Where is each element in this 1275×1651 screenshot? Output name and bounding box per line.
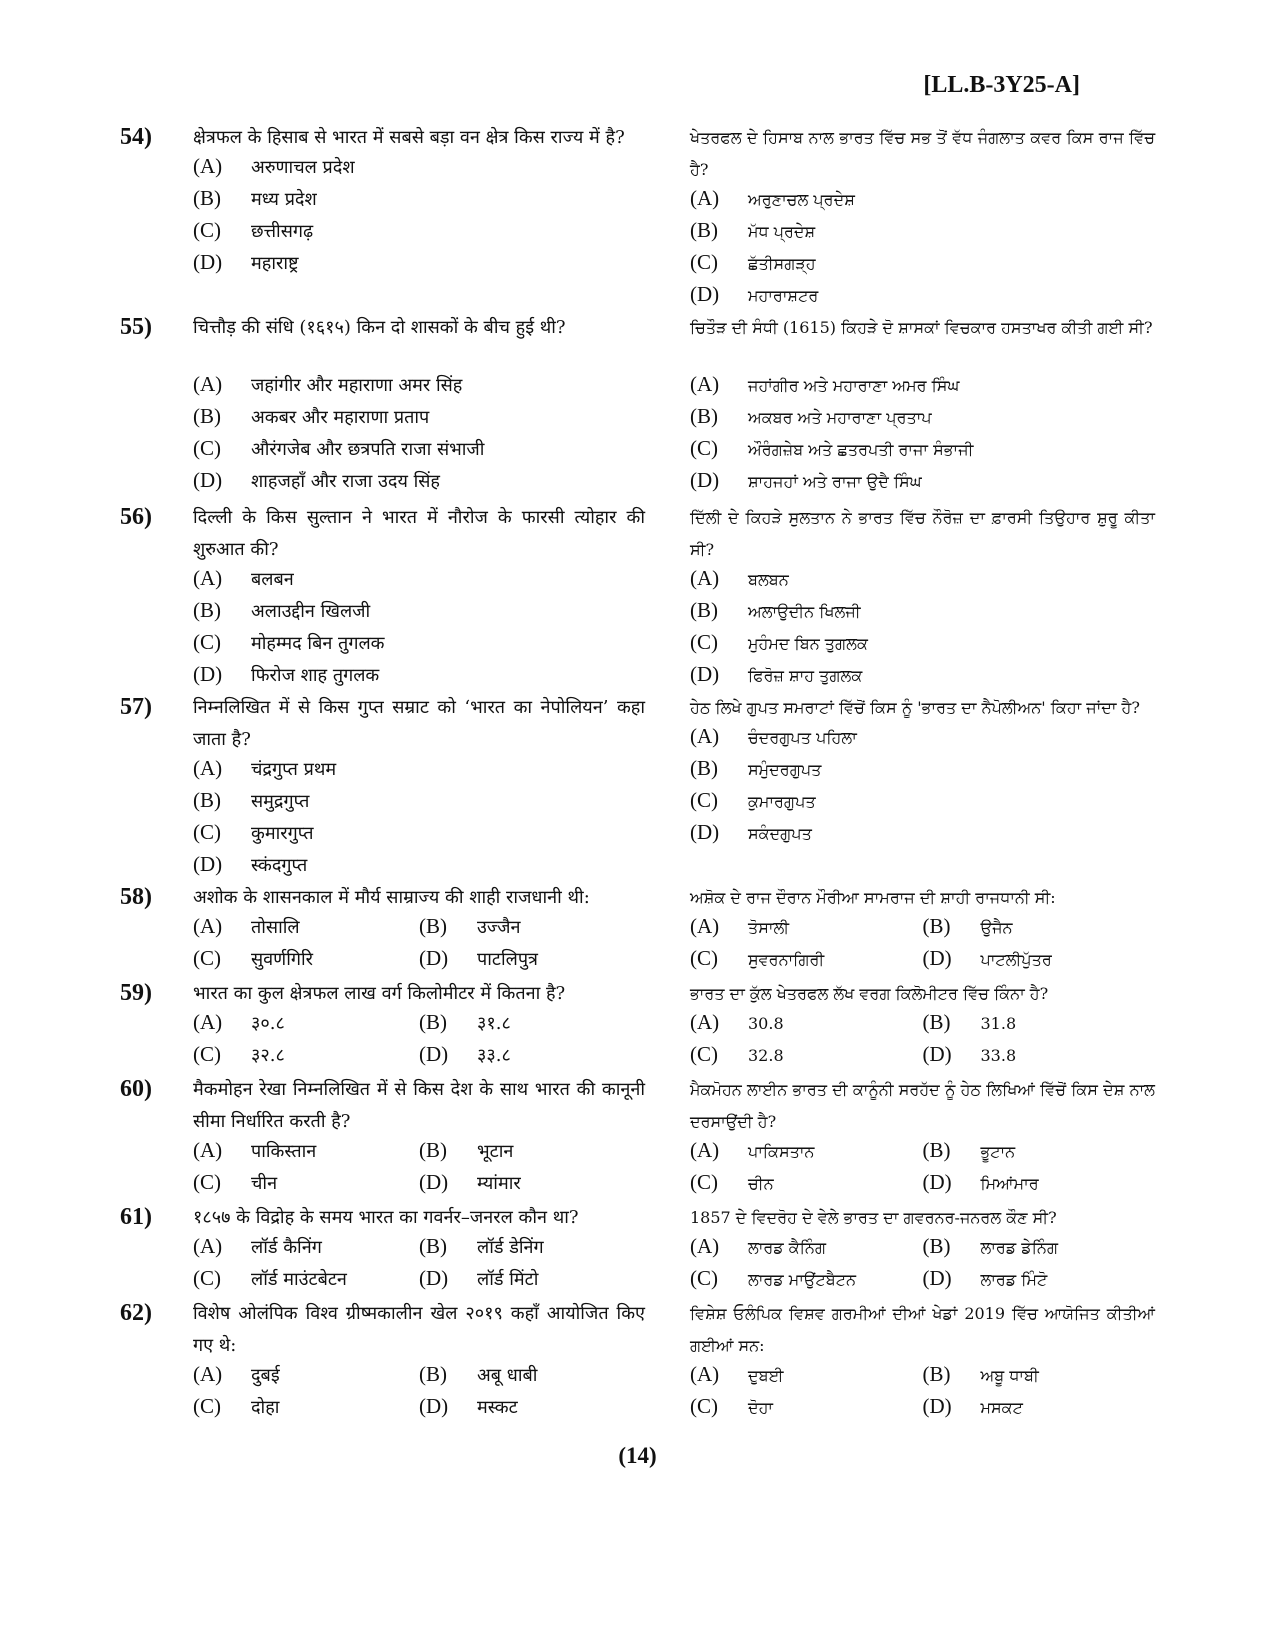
option xyxy=(193,662,645,694)
option-label: (A) xyxy=(690,1138,720,1162)
option-label: (A) xyxy=(193,154,223,178)
question-list xyxy=(0,122,1275,1426)
option-text: 32.8 xyxy=(748,1046,784,1065)
question-text: ਖੇਤਰਫਲ ਦੇ ਹਿਸਾਬ ਨਾਲ ਭਾਰਤ ਵਿੱਚ ਸਭ ਤੋਂ ਵੱਧ ਜੰਗਲਾਤ ਕਵਰ ਕਿਸ ਰਾਜ ਵਿੱਚ ਹੈ? xyxy=(690,128,1155,179)
hindi-column xyxy=(193,312,645,500)
option xyxy=(690,1010,923,1042)
question-text: क्षेत्रफल के हिसाब से भारत में सबसे बड़ा वन क्षेत्र किस राज्य में है? xyxy=(193,127,625,148)
option-text: 31.8 xyxy=(980,1014,1017,1033)
option-text: ਪਾਟਲੀਪੁੱਤਰ xyxy=(980,950,1052,969)
option-text: ਜਹਾਂਗੀਰ ਅਤੇ ਮਹਾਰਾਣਾ ਅਮਰ ਸਿੰਘ xyxy=(748,376,960,395)
hindi-column xyxy=(193,1298,645,1426)
question-block xyxy=(0,1074,1275,1200)
option-label: (A) xyxy=(690,1010,720,1034)
option-label: (A) xyxy=(690,1234,720,1258)
option-label: (C) xyxy=(193,436,221,460)
question-text: विशेष ओलंपिक विश्व ग्रीष्मकालीन खेल २०१९ कहाँ आयोजित किए गए थे: xyxy=(193,1303,645,1356)
option-text: चीन xyxy=(251,1173,278,1194)
option xyxy=(690,756,1155,788)
option-text: लॉर्ड कैनिंग xyxy=(251,1237,322,1258)
option-label: (C) xyxy=(193,820,221,844)
option xyxy=(690,914,923,946)
option-label: (B) xyxy=(193,788,221,812)
option xyxy=(193,598,645,630)
option-list xyxy=(690,724,1155,852)
option xyxy=(690,468,1155,500)
question-block xyxy=(0,1202,1275,1296)
option xyxy=(193,914,419,946)
option-label: (B) xyxy=(419,1362,447,1386)
option-text: ਉਜੈਨ xyxy=(980,918,1013,937)
question-text: ਅਸ਼ੋਕ ਦੇ ਰਾਜ ਦੌਰਾਨ ਮੌਰੀਆ ਸਾਮਰਾਜ ਦੀ ਸ਼ਾਹੀ ਰਾਜਧਾਨੀ ਸੀ: xyxy=(690,888,1056,907)
option xyxy=(193,820,645,852)
option-list xyxy=(690,1362,1155,1426)
option-text: ਸਮੁੰਦਰਗੁਪਤ xyxy=(748,760,822,779)
option xyxy=(923,1362,1156,1394)
option xyxy=(193,1042,419,1074)
option xyxy=(193,468,645,500)
hindi-column xyxy=(193,1202,645,1298)
question-block xyxy=(0,978,1275,1072)
option xyxy=(690,1234,923,1266)
option-list xyxy=(193,154,645,282)
option xyxy=(193,1138,419,1170)
question-number: 62) xyxy=(120,1300,152,1326)
option-list xyxy=(193,372,645,500)
option-text: ਚੀਨ xyxy=(748,1174,774,1193)
question-text: ਭਾਰਤ ਦਾ ਕੁੱਲ ਖੇਤਰਫਲ ਲੱਖ ਵਰਗ ਕਿਲੋਮੀਟਰ ਵਿੱਚ ਕਿੰਨਾ ਹੈ? xyxy=(690,984,1049,1003)
option xyxy=(193,788,645,820)
option xyxy=(690,1266,923,1298)
option-text: ਸਕੰਦਗੁਪਤ xyxy=(748,824,812,843)
option-text: ਲਾਰਡ ਮਿੰਟੋ xyxy=(980,1270,1048,1289)
option-label: (D) xyxy=(690,662,720,686)
option-list xyxy=(193,756,645,884)
option-label: (B) xyxy=(419,914,447,938)
option-list xyxy=(193,1138,645,1202)
option xyxy=(193,186,645,218)
option-list xyxy=(193,1234,645,1298)
option-label: (A) xyxy=(690,724,720,748)
option-label: (A) xyxy=(193,1234,223,1258)
option xyxy=(193,404,645,436)
option-text: ਅਲਾਉਦੀਨ ਖਿਲਜੀ xyxy=(748,602,861,621)
option-label: (D) xyxy=(922,1170,952,1194)
option xyxy=(690,372,1155,404)
option-label: (D) xyxy=(922,1042,952,1066)
option-label: (C) xyxy=(690,946,718,970)
option-text: ਲਾਰਡ ਕੈਨਿੰਗ xyxy=(748,1238,826,1257)
option-text: ਫਿਰੋਜ਼ ਸ਼ਾਹ ਤੁਗਲਕ xyxy=(748,666,863,685)
option-text: ਲਾਰਡ ਮਾਉਂਟਬੈਟਨ xyxy=(748,1270,856,1289)
option-text: ਮਹਾਰਾਸ਼ਟਰ xyxy=(748,286,819,305)
option-text: अलाउद्दीन खिलजी xyxy=(251,601,371,622)
option-text: दोहा xyxy=(251,1397,280,1418)
option-label: (C) xyxy=(690,1042,718,1066)
option-text: ਪਾਕਿਸਤਾਨ xyxy=(748,1142,815,1161)
option xyxy=(690,282,1155,314)
option-list xyxy=(193,914,645,978)
option-text: मध्य प्रदेश xyxy=(251,189,317,210)
option-text: महाराष्ट्र xyxy=(251,253,299,274)
option-label: (C) xyxy=(193,946,221,970)
option xyxy=(419,1010,645,1042)
option-text: ਦੋਹਾ xyxy=(748,1398,773,1417)
option xyxy=(193,1362,419,1394)
question-number: 60) xyxy=(120,1076,152,1102)
option xyxy=(193,250,645,282)
option-label: (A) xyxy=(690,566,720,590)
page-number: (14) xyxy=(618,1443,657,1468)
option xyxy=(923,946,1156,978)
option-list xyxy=(690,566,1155,694)
question-text: अशोक के शासनकाल में मौर्य साम्राज्य की शाही राजधानी थी: xyxy=(193,887,590,908)
option xyxy=(923,914,1156,946)
option-text: पाटलिपुत्र xyxy=(477,949,538,970)
punjabi-column xyxy=(690,1202,1155,1298)
option-text: ३१.८ xyxy=(477,1013,511,1034)
punjabi-column xyxy=(690,978,1155,1074)
option-label: (B) xyxy=(193,598,221,622)
option-list xyxy=(690,372,1155,500)
question-number: 61) xyxy=(120,1204,152,1230)
option-label: (A) xyxy=(193,914,223,938)
option xyxy=(419,1234,645,1266)
question-text: मैकमोहन रेखा निम्नलिखित में से किस देश के साथ भारत की कानूनी सीमा निर्धारित करती है? xyxy=(193,1079,645,1132)
question-text: चित्तौड़ की संधि (१६१५) किन दो शासकों के बीच हुई थी? xyxy=(193,317,566,338)
option xyxy=(193,154,645,186)
option xyxy=(690,630,1155,662)
option-label: (D) xyxy=(419,1266,449,1290)
option-text: बलबन xyxy=(251,569,294,590)
option-text: ਬਲਬਨ xyxy=(748,570,789,589)
option-text: अरुणाचल प्रदेश xyxy=(251,157,355,178)
option-label: (B) xyxy=(419,1234,447,1258)
option xyxy=(690,1362,923,1394)
option-text: तोसालि xyxy=(251,917,300,938)
option-label: (C) xyxy=(193,1042,221,1066)
option-label: (B) xyxy=(193,186,221,210)
option xyxy=(923,1394,1156,1426)
option-text: दुबई xyxy=(251,1365,280,1386)
hindi-column xyxy=(193,978,645,1074)
option-label: (D) xyxy=(419,1042,449,1066)
question-block xyxy=(0,692,1275,880)
option-text: उज्जैन xyxy=(477,917,521,938)
question-number: 57) xyxy=(120,694,152,720)
option xyxy=(690,820,1155,852)
option-text: ਔਰੰਗਜ਼ੇਬ ਅਤੇ ਛਤਰਪਤੀ ਰਾਜਾ ਸੰਭਾਜੀ xyxy=(748,440,974,459)
option-label: (B) xyxy=(690,598,718,622)
option-label: (D) xyxy=(419,946,449,970)
hindi-column xyxy=(193,1074,645,1202)
option-text: ਅਕਬਰ ਅਤੇ ਮਹਾਰਾਣਾ ਪ੍ਰਤਾਪ xyxy=(748,408,932,427)
option-text: 33.8 xyxy=(980,1046,1017,1065)
option xyxy=(419,914,645,946)
question-number: 59) xyxy=(120,980,152,1006)
paper-code: [LL.B-3Y25-A] xyxy=(923,72,1080,98)
option-text: चंद्रगुप्त प्रथम xyxy=(251,759,337,780)
option-list xyxy=(690,1234,1155,1298)
option xyxy=(193,1234,419,1266)
option-text: मस्कट xyxy=(477,1397,518,1418)
question-text: 1857 ਦੇ ਵਿਦਰੋਹ ਦੇ ਵੇਲੇ ਭਾਰਤ ਦਾ ਗਵਰਨਰ-ਜਨਰਲ ਕੌਣ ਸੀ? xyxy=(690,1208,1057,1227)
option-label: (D) xyxy=(690,282,720,306)
option-list xyxy=(690,186,1155,314)
option xyxy=(690,218,1155,250)
question-number: 54) xyxy=(120,124,152,150)
option xyxy=(690,598,1155,630)
question-number: 56) xyxy=(120,504,152,530)
question-block xyxy=(0,882,1275,976)
option-text: स्कंदगुप्त xyxy=(251,855,308,876)
hindi-column xyxy=(193,692,645,884)
option-label: (D) xyxy=(922,1266,952,1290)
option-label: (B) xyxy=(690,218,718,242)
option-text: ३३.८ xyxy=(477,1045,511,1066)
option-text: लॉर्ड माउंटबेटन xyxy=(251,1269,347,1290)
option xyxy=(690,946,923,978)
option-label: (C) xyxy=(690,250,718,274)
punjabi-column xyxy=(690,502,1155,694)
option xyxy=(193,372,645,404)
option-text: ३२.८ xyxy=(251,1045,285,1066)
option-text: ਮਿਆਂਮਾਰ xyxy=(980,1174,1039,1193)
option-label: (D) xyxy=(419,1170,449,1194)
question-block xyxy=(0,312,1275,500)
option-text: ਅਰੁਣਾਚਲ ਪ੍ਰਦੇਸ਼ xyxy=(748,190,855,209)
option-text: ਦੁਬਈ xyxy=(748,1366,784,1385)
option-text: मोहम्मद बिन तुगलक xyxy=(251,633,385,654)
option-label: (D) xyxy=(193,468,223,492)
option xyxy=(193,1170,419,1202)
option-label: (A) xyxy=(690,1362,720,1386)
option-list xyxy=(193,566,645,694)
option xyxy=(923,1234,1156,1266)
option-label: (A) xyxy=(193,1010,223,1034)
option xyxy=(923,1042,1156,1074)
question-text: ਵਿਸ਼ੇਸ਼ ਓਲੰਪਿਕ ਵਿਸ਼ਵ ਗਰਮੀਆਂ ਦੀਆਂ ਖੇਡਾਂ 2019 ਵਿੱਚ ਆਯੋਜਿਤ ਕੀਤੀਆਂ ਗਈਆਂ ਸਨ: xyxy=(690,1304,1155,1355)
option-label: (D) xyxy=(922,1394,952,1418)
punjabi-column xyxy=(690,1298,1155,1426)
option-label: (C) xyxy=(690,1170,718,1194)
option-text: शाहजहाँ और राजा उदय सिंह xyxy=(251,471,440,492)
option xyxy=(193,1266,419,1298)
option-label: (B) xyxy=(922,1234,951,1258)
option-label: (C) xyxy=(690,1394,718,1418)
option xyxy=(690,1138,923,1170)
punjabi-column xyxy=(690,1074,1155,1202)
option-text: औरंगजेब और छत्रपति राजा संभाजी xyxy=(251,439,485,460)
option-label: (A) xyxy=(690,914,720,938)
option-list xyxy=(193,1362,645,1426)
punjabi-column xyxy=(690,312,1155,500)
option-text: ਕੁਮਾਰਗੁਪਤ xyxy=(748,792,816,811)
option xyxy=(690,1170,923,1202)
option-label: (C) xyxy=(690,630,718,654)
option xyxy=(690,250,1155,282)
option-list xyxy=(690,914,1155,978)
option-text: ਤੋਸਾਲੀ xyxy=(748,918,790,937)
question-block xyxy=(0,122,1275,310)
option-label: (C) xyxy=(193,218,221,242)
option xyxy=(923,1170,1156,1202)
option-text: ਅਬੂ ਧਾਬੀ xyxy=(980,1366,1039,1385)
option xyxy=(690,1394,923,1426)
option-text: ਮਸਕਟ xyxy=(980,1398,1023,1417)
option xyxy=(419,1138,645,1170)
option xyxy=(193,1010,419,1042)
option-label: (D) xyxy=(193,852,223,876)
punjabi-column xyxy=(690,122,1155,314)
option-label: (A) xyxy=(193,1138,223,1162)
option-label: (C) xyxy=(193,1394,221,1418)
option-label: (A) xyxy=(690,372,720,396)
question-text: ਦਿੱਲੀ ਦੇ ਕਿਹੜੇ ਸੁਲਤਾਨ ਨੇ ਭਾਰਤ ਵਿੱਚ ਨੌਰੋਜ਼ ਦਾ ਫ਼ਾਰਸੀ ਤਿਉਹਾਰ ਸ਼ੁਰੂ ਕੀਤਾ ਸੀ? xyxy=(690,508,1155,559)
option-label: (C) xyxy=(193,630,221,654)
option-label: (D) xyxy=(922,946,952,970)
option-label: (B) xyxy=(690,404,718,428)
option xyxy=(193,756,645,788)
question-number: 55) xyxy=(120,314,152,340)
question-text: ਹੇਠ ਲਿਖੇ ਗੁਪਤ ਸਮਰਾਟਾਂ ਵਿੱਚੋਂ ਕਿਸ ਨੂੰ 'ਭਾਰਤ ਦਾ ਨੈਪੋਲੀਅਨ' ਕਿਹਾ ਜਾਂਦਾ ਹੈ? xyxy=(690,698,1140,717)
option xyxy=(193,1394,419,1426)
option xyxy=(923,1138,1156,1170)
option xyxy=(193,218,645,250)
question-text: दिल्ली के किस सुल्तान ने भारत में नौरोज के फारसी त्योहार की शुरुआत की? xyxy=(193,507,645,560)
option xyxy=(923,1010,1156,1042)
hindi-column xyxy=(193,502,645,694)
option-label: (B) xyxy=(690,756,718,780)
option xyxy=(419,1266,645,1298)
option-label: (A) xyxy=(193,372,223,396)
option-label: (D) xyxy=(690,468,720,492)
option-label: (C) xyxy=(690,788,718,812)
question-number: 58) xyxy=(120,884,152,910)
option-text: छत्तीसगढ़ xyxy=(251,221,314,242)
option xyxy=(690,186,1155,218)
option xyxy=(690,788,1155,820)
option-text: ਭੂਟਾਨ xyxy=(980,1142,1016,1161)
option xyxy=(690,1042,923,1074)
option xyxy=(193,436,645,468)
option-text: ਛੱਤੀਸਗੜ੍ਹ xyxy=(748,254,816,273)
option-text: कुमारगुप्त xyxy=(251,823,314,844)
option-label: (A) xyxy=(193,1362,223,1386)
option xyxy=(923,1266,1156,1298)
option-label: (D) xyxy=(193,662,223,686)
question-text: ਚਿਤੌੜ ਦੀ ਸੰਧੀ (1615) ਕਿਹੜੇ ਦੋ ਸ਼ਾਸਕਾਂ ਵਿਚਕਾਰ ਹਸਤਾਖਰ ਕੀਤੀ ਗਈ ਸੀ? xyxy=(690,318,1153,337)
option-list xyxy=(193,1010,645,1074)
option-text: ਸ਼ਾਹਜਹਾਂ ਅਤੇ ਰਾਜਾ ਉਦੈ ਸਿੰਘ xyxy=(748,472,922,491)
option-label: (C) xyxy=(193,1266,221,1290)
option-label: (B) xyxy=(922,1010,951,1034)
option-label: (C) xyxy=(690,436,718,460)
option-list xyxy=(690,1138,1155,1202)
question-text: १८५७ के विद्रोह के समय भारत का गवर्नर–जनरल कौन था? xyxy=(193,1207,579,1228)
option xyxy=(419,1362,645,1394)
option-text: पाकिस्तान xyxy=(251,1141,317,1162)
option xyxy=(193,946,419,978)
question-text: ਮੈਕਮੋਹਨ ਲਾਈਨ ਭਾਰਤ ਦੀ ਕਾਨੂੰਨੀ ਸਰਹੱਦ ਨੂੰ ਹੇਠ ਲਿਖਿਆਂ ਵਿੱਚੋਂ ਕਿਸ ਦੇਸ਼ ਨਾਲ ਦਰਸਾਉਂਦੀ ਹੈ? xyxy=(690,1080,1155,1131)
option-label: (B) xyxy=(922,1138,951,1162)
option xyxy=(419,1394,645,1426)
option-label: (D) xyxy=(193,250,223,274)
option-label: (B) xyxy=(419,1138,447,1162)
option-text: अबू धाबी xyxy=(477,1365,538,1386)
option-label: (A) xyxy=(690,186,720,210)
option-label: (B) xyxy=(419,1010,447,1034)
option xyxy=(690,662,1155,694)
punjabi-column xyxy=(690,882,1155,978)
option xyxy=(193,852,645,884)
option-label: (B) xyxy=(922,1362,951,1386)
question-text: भारत का कुल क्षेत्रफल लाख वर्ग किलोमीटर में कितना है? xyxy=(193,983,566,1004)
option xyxy=(690,724,1155,756)
option-label: (C) xyxy=(690,1266,718,1290)
option-text: ३०.८ xyxy=(251,1013,285,1034)
question-block xyxy=(0,502,1275,690)
option-label: (A) xyxy=(193,756,223,780)
hindi-column xyxy=(193,122,645,282)
option-label: (B) xyxy=(922,914,951,938)
option-text: लॉर्ड डेनिंग xyxy=(477,1237,544,1258)
option-label: (A) xyxy=(193,566,223,590)
punjabi-column xyxy=(690,692,1155,852)
option xyxy=(690,436,1155,468)
option-text: ਮੱਧ ਪ੍ਰਦੇਸ਼ xyxy=(748,222,816,241)
option-text: लॉर्ड मिंटो xyxy=(477,1269,539,1290)
option-text: ਮੁਹੰਮਦ ਬਿਨ ਤੁਗਲਕ xyxy=(748,634,868,653)
option-text: अकबर और महाराणा प्रताप xyxy=(251,407,430,428)
option-text: फिरोज शाह तुगलक xyxy=(251,665,380,686)
option-text: भूटान xyxy=(477,1141,514,1162)
option-label: (C) xyxy=(193,1170,221,1194)
hindi-column xyxy=(193,882,645,978)
option-list xyxy=(690,1010,1155,1074)
option xyxy=(690,566,1155,598)
option-text: ਲਾਰਡ ਡੇਨਿੰਗ xyxy=(980,1238,1058,1257)
option xyxy=(193,566,645,598)
option-label: (B) xyxy=(193,404,221,428)
option xyxy=(690,404,1155,436)
option-label: (D) xyxy=(419,1394,449,1418)
option-text: सुवर्णगिरि xyxy=(251,949,314,970)
option xyxy=(193,630,645,662)
option-text: समुद्रगुप्त xyxy=(251,791,310,812)
option-label: (D) xyxy=(690,820,720,844)
option-text: 30.8 xyxy=(748,1014,784,1033)
option-text: म्यांमार xyxy=(477,1173,521,1194)
option-text: जहांगीर और महाराणा अमर सिंह xyxy=(251,375,463,396)
option-text: ਚੰਦਰਗੁਪਤ ਪਹਿਲਾ xyxy=(748,728,857,747)
option xyxy=(419,1170,645,1202)
question-text: निम्नलिखित में से किस गुप्त सम्राट को ‘भारत का नेपोलियन’ कहा जाता है? xyxy=(193,697,645,750)
option xyxy=(419,946,645,978)
option-text: ਸੁਵਰਨਾਗਿਰੀ xyxy=(748,950,825,969)
question-block xyxy=(0,1298,1275,1424)
option xyxy=(419,1042,645,1074)
